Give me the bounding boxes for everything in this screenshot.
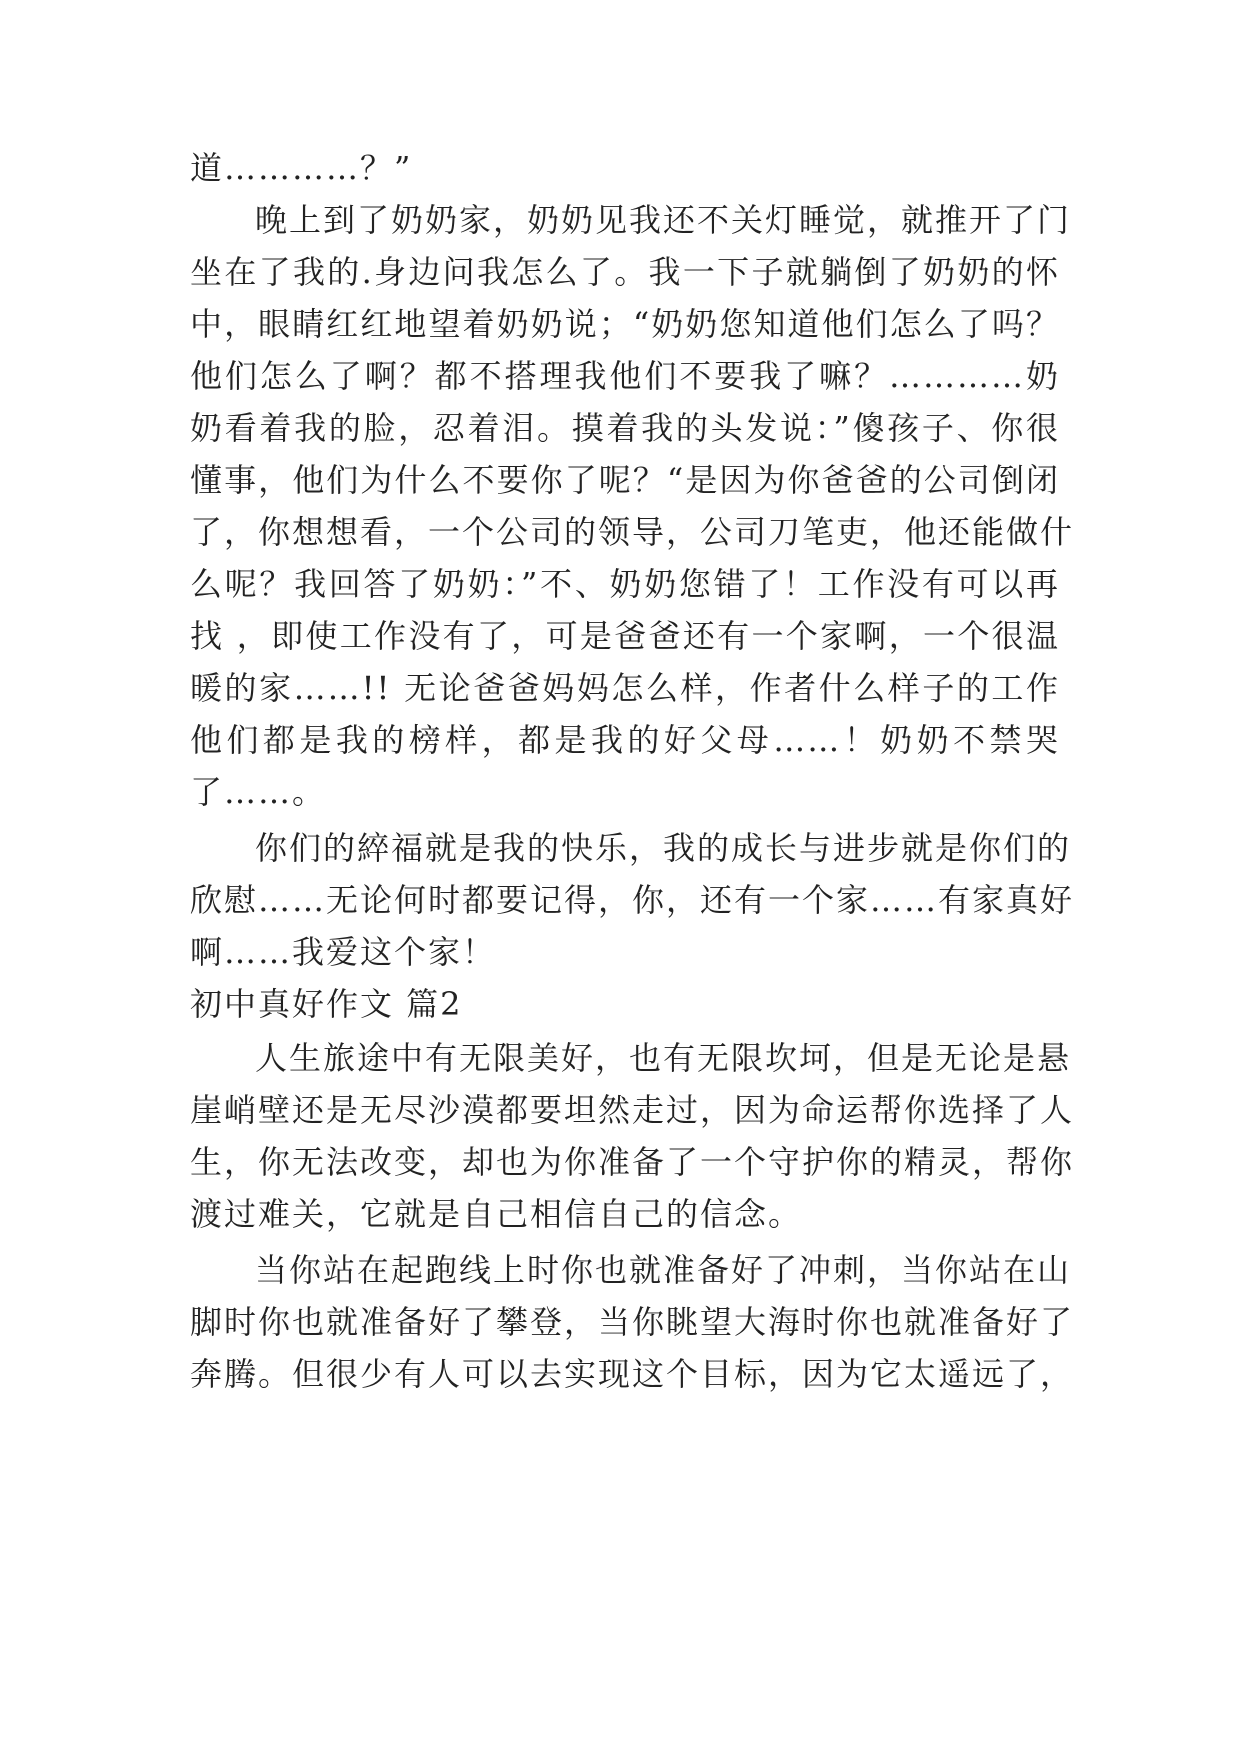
paragraph-line: 你们的綷福就是我的快乐，我的成长与进步就是你们的	[255, 829, 1072, 867]
paragraph-line: 人生旅途中有无限美好，也有无限坎坷，但是无论是悬	[255, 1039, 1072, 1077]
paragraph-line: 生，你无法改变，却也为你准备了一个守护你的精灵，帮你	[190, 1143, 1075, 1181]
paragraph-line: 脚时你也就准备好了攀登，当你眺望大海时你也就准备好了	[190, 1303, 1075, 1341]
paragraph-line: 暖的家……!! 无论爸爸妈妈怎么样，作者什么样子的工作	[190, 669, 1060, 707]
paragraph-line: 当你站在起跑线上时你也就准备好了冲刺，当你站在山	[255, 1251, 1072, 1289]
paragraph-line: 坐在了我的.身边问我怎么了。我一下子就躺倒了奶奶的怀	[190, 253, 1060, 291]
section-heading: 初中真好作文 篇2	[190, 985, 463, 1023]
paragraph-line: 他们都是我的榜样，都是我的好父母……！奶奶不禁哭	[190, 721, 1060, 759]
paragraph-line: 晚上到了奶奶家，奶奶见我还不关灯睡觉，就推开了门	[255, 201, 1072, 239]
paragraph-line: 中，眼睛红红地望着奶奶说；“奶奶您知道他们怎么了吗？	[190, 305, 1060, 343]
paragraph-line: 欣慰……无论何时都要记得，你，还有一个家……有家真好	[190, 881, 1075, 919]
paragraph-line: 奶看着我的脸，忍着泪。摸着我的头发说：”傻孩子、你很	[190, 409, 1060, 447]
paragraph-line: 崖峭壁还是无尽沙漠都要坦然走过，因为命运帮你选择了人	[190, 1091, 1075, 1129]
paragraph-line: 么呢？我回答了奶奶：”不、奶奶您错了！工作没有可以再	[190, 565, 1060, 603]
paragraph-line: 他们怎么了啊？都不搭理我他们不要我了嘛？…………奶	[190, 357, 1060, 395]
paragraph-line: 渡过难关，它就是自己相信自己的信念。	[190, 1195, 803, 1233]
paragraph-line: 道…………？”	[190, 149, 413, 187]
paragraph-line: 奔腾。但很少有人可以去实现这个目标，因为它太遥远了，	[190, 1355, 1075, 1393]
paragraph-line: 了，你想想看，一个公司的领导，公司刀笔吏，他还能做什	[190, 513, 1075, 551]
paragraph-line: 找 ，即使工作没有了，可是爸爸还有一个家啊，一个很温	[190, 617, 1060, 655]
paragraph-line: 啊……我爱这个家！	[190, 933, 497, 971]
paragraph-line: 了……。	[190, 773, 327, 811]
paragraph-line: 懂事，他们为什么不要你了呢？“是因为你爸爸的公司倒闭	[190, 461, 1060, 499]
